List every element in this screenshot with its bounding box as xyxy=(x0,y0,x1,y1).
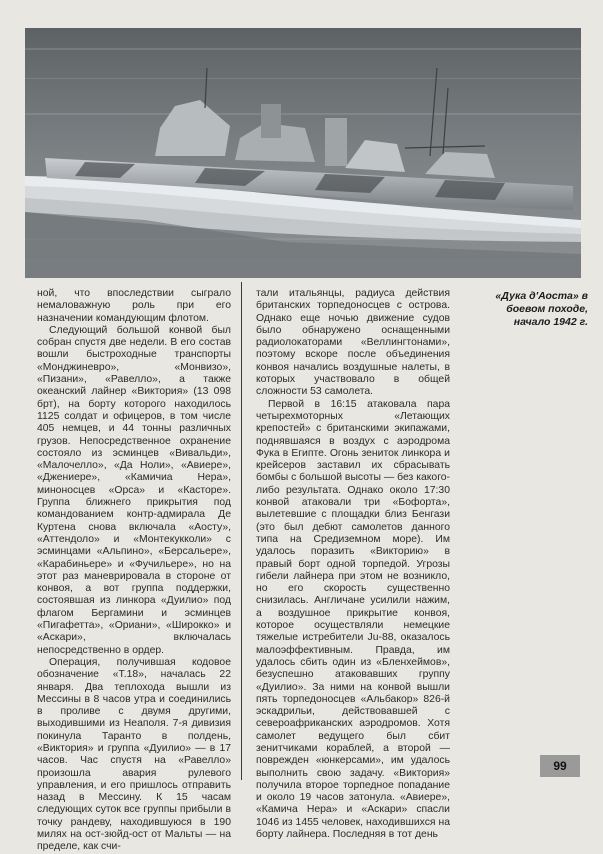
paragraph: тали итальянцы, радиуса действия британских торпедоносцев с острова. Однако еще ночью движение судов было обнаружено оснащенными радиолокаторами «Веллингтонами», поэтому вскоре после объединения конвоя начались воздушные налеты, в которых участвовало в общей сложности 53 самолета. xyxy=(256,288,450,398)
paragraph: ной, что впоследствии сыграло немаловажную роль при его назначении командующим флотом. xyxy=(37,288,231,324)
text-column-right xyxy=(256,288,450,841)
photo-caption: «Дука д'Аоста» в боевом походе, начало 1942 г. xyxy=(495,290,588,328)
paragraph: Следующий большой конвой был собран спустя две недели. В его состав вошли быстроходные транспорты «Монджиневро», «Монвизо», «Пизани», «Равелло», а также океанский лайнер «Виктория» (13 098 брт), на борту которого находилось 1125 солдат и офицеров, в том числе 405 немцев, и 44 тонны различных грузов. Непосредственное охранение состояло из эсминцев «Вивальди», «Малочелло», «Да Ноли», «Авиере», «Джениере», «Камичиа Нера», миноносцев «Орса» и «Касторе». Группа ближнего прикрытия под командованием контр-адмирала Де Куртена снова включала «Аосту», «Аттендоло» и «Монтекукколи» с эсминцами «Альпино», «Берсальере», «Карабиньере» и «Фучильере», но на этот раз маневрировала в стороне от конвоя, а вот группа поддержки, состоявшая из линкора «Дуилио» под флагом Бергамини и эсминцев «Пигафетта», «Ориани», «Широкко» и «Аскари», включалась непосредственно в ордер. xyxy=(37,324,231,656)
paragraph: Операция, получившая кодовое обозначение «Т.18», началась 22 января. Два теплохода вышли из Мессины в 8 часов утра и соединились в проливе с двумя другими, выходившими из Неаполя. 7-я дивизия покинула Таранто в полдень, «Виктория» и группа «Дуилио» — в 17 часов. Час спустя на «Равелло» произошла авария рулевого управления, и его пришлось отправить назад в Мессину. К 15 часам следующих суток все группы прибыли в точку рандеву, находившуюся в 190 милях на ост-зюйд-ост от Мальты — на пределе, как счи- xyxy=(37,656,231,853)
cruiser-photo xyxy=(25,28,581,278)
text-column-left xyxy=(37,288,231,854)
page-number: 99 xyxy=(540,755,580,777)
paragraph: Первой в 16:15 атаковала пара четырехмоторных «Летающих крепостей» с британскими экипажами, поднявшаяся в воздух с аэродрома Фука в Египте. Огонь зениток линкора и крейсеров заставил их сбрасывать бомбы с большой высоты — без какого-либо результата. Однако около 17:30 конвой атаковали три «Бофорта», вылетевшие с площадки близ Бенгази (это был дебют самолетов данного типа на Средиземном море). Им удалось поразить «Викторию» в правый борт одной торпедой. Угрозы гибели лайнера при этом не возникло, но его скорость существенно снизилась. Англичане усилили нажим, а воздушное прикрытие конвоя, которое осуществляли немецкие тяжелые истребители Ju-88, оказалось малоэффективным. Правда, им удалось сбить один из «Бленхеймов», безуспешно атаковавших группу «Дуилио». За ними на конвой вышли пять торпедоносцев «Альбакор» 826-й эскадрильи, действовавшей с североафриканских аэродромов. Хотя самолет ведущего был сбит зенитчиками кораблей, а второй — поврежден «юнкерсами», им удалось выполнить свою задачу. «Виктория» получила второе торпедное попадание и около 19 часов затонула. «Авиере», «Камича Нера» и «Аскари» спасли 1046 из 1455 человек, находившихся на борту лайнера. Последняя в тот день xyxy=(256,398,451,841)
column-divider xyxy=(241,282,242,780)
